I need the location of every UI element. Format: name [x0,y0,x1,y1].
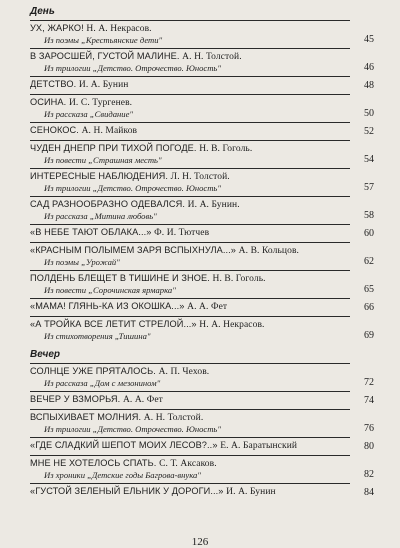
entry-author: И. А. Бунин [78,80,129,90]
toc-entry [30,363,374,388]
entry-heading [30,51,350,63]
entry-source: Из трилогии „Детство. Отрочество. Юность" [44,424,221,434]
entry-source: Из поэмы „Крестьянские дети" [44,35,163,45]
toc-entry [30,94,374,119]
entry-title: ПОЛДЕНЬ БЛЕЩЕТ В ТИШИНЕ И ЗНОЕ. [30,273,210,283]
entry-heading [30,458,350,470]
entry-title: САД РАЗНООБРАЗНО ОДЕВАЛСЯ. [30,199,186,209]
entry-source: Из рассказа „Митина любовь" [44,211,157,221]
entry-page-number: 50 [364,108,374,119]
entry-page-number: 48 [364,80,374,91]
entry-heading [30,301,350,313]
entry-title: ДЕТСТВО. [30,79,77,89]
entry-source: Из рассказа „Свидание" [44,109,133,119]
entry-author: С. Т. Аксаков. [159,459,217,469]
entry-heading [30,366,350,378]
entry-page-number: 57 [364,182,374,193]
entry-source: Из трилогии „Детство. Отрочество. Юность" [44,183,221,193]
entry-heading [30,171,350,183]
entry-title: «В НЕБЕ ТАЮТ ОБЛАКА...» [30,227,152,237]
entry-page-number: 62 [364,256,374,267]
toc-entry [30,242,374,267]
entry-title: СЕНОКОС. [30,125,79,135]
entry-author: Ф. И. Тютчев [154,228,210,238]
entry-author: А. В. Кольцов. [238,246,300,256]
entry-title: «ГУСТОЙ ЗЕЛЕНЫЙ ЕЛЬНИК У ДОРОГИ...» [30,486,224,496]
entry-author: Е. А. Баратынский [220,441,298,451]
section-heading: День [30,6,55,17]
entry-divider [30,455,350,456]
entry-author: Л. Н. Толстой. [170,172,230,182]
toc-entry [30,76,374,91]
toc-entry [30,455,374,480]
entry-page-number: 65 [364,284,374,295]
table-of-contents [30,6,374,501]
entry-heading [30,199,350,211]
entry-divider [30,483,350,484]
entry-title: ВСПЫХИВАЕТ МОЛНИЯ. [30,412,142,422]
entry-divider [30,168,350,169]
entry-source: Из поэмы „Урожай" [44,257,120,267]
entry-divider [30,76,350,77]
entry-heading [30,125,350,137]
entry-divider [30,48,350,49]
entry-author: И. А. Бунин. [187,200,240,210]
entry-heading [30,227,350,239]
entry-heading [30,273,350,285]
entry-source: Из трилогии „Детство. Отрочество. Юность" [44,63,221,73]
entry-heading [30,394,350,406]
toc-entry [30,196,374,221]
entry-title: ОСИНА. [30,97,67,107]
entry-page-number: 54 [364,154,374,165]
entry-divider [30,391,350,392]
entry-title: «ГДЕ СЛАДКИЙ ШЕПОТ МОИХ ЛЕСОВ?..» [30,440,218,450]
entry-author: А. Н. Толстой. [182,52,242,62]
entry-heading [30,79,350,91]
entry-divider [30,298,350,299]
toc-entry [30,437,374,452]
entry-divider [30,224,350,225]
entry-author: Н. А. Некрасов. [86,24,152,34]
toc-entry [30,270,374,295]
toc-entry [30,122,374,137]
entry-divider [30,316,350,317]
entry-author: А. А. Фет [122,395,163,405]
entry-divider [30,196,350,197]
entry-author: А. Н. Майков [81,126,138,136]
entry-heading [30,143,350,155]
entry-heading [30,412,350,424]
entry-title: ЧУДЕН ДНЕПР ПРИ ТИХОЙ ПОГОДЕ. [30,143,197,153]
entry-page-number: 84 [364,487,374,498]
entry-heading [30,440,350,452]
entry-author: А. П. Чехов. [158,367,210,377]
entry-divider [30,437,350,438]
entry-page-number: 45 [364,34,374,45]
toc-entry [30,391,374,406]
entry-author: Н. В. Гоголь. [199,144,253,154]
entry-author: А. А. Фет [187,302,228,312]
entry-page-number: 74 [364,395,374,406]
toc-entry [30,140,374,165]
toc-entry [30,224,374,239]
entry-page-number: 69 [364,330,374,341]
entry-title: УХ, ЖАРКО! [30,23,84,33]
section-heading: Вечер [30,349,61,360]
entry-source: Из повести „Сорочинская ярмарка" [44,285,176,295]
entry-heading [30,245,350,257]
entry-page-number: 76 [364,423,374,434]
toc-entry [30,20,374,45]
entry-divider [30,94,350,95]
toc-entry [30,483,374,498]
entry-title: ВЕЧЕР У ВЗМОРЬЯ. [30,394,121,404]
entry-source: Из хроники „Детские годы Багрова-внука" [44,470,201,480]
toc-entry [30,48,374,73]
entry-author: И. А. Бунин [226,487,276,497]
entry-title: СОЛНЦЕ УЖЕ ПРЯТАЛОСЬ. [30,366,156,376]
entry-title: В ЗАРОСШЕЙ, ГУСТОЙ МАЛИНЕ. [30,51,180,61]
entry-heading [30,319,350,331]
entry-author: А. Н. Толстой. [143,413,204,423]
entry-page-number: 82 [364,469,374,480]
entry-title: «А ТРОЙКА ВСЕ ЛЕТИТ СТРЕЛОЙ...» [30,319,197,329]
entry-divider [30,140,350,141]
toc-entry [30,298,374,313]
entry-page-number: 46 [364,62,374,73]
entry-title: МНЕ НЕ ХОТЕЛОСЬ СПАТЬ. [30,458,157,468]
entry-heading [30,97,350,109]
entry-source: Из рассказа „Дом с мезонином" [44,378,161,388]
entry-author: Н. А. Некрасов. [199,320,265,330]
entry-source: Из стихотворения „Тишина" [44,331,151,341]
entry-page-number: 60 [364,228,374,239]
entry-title: «МАМА! ГЛЯНЬ-КА ИЗ ОКОШКА...» [30,301,185,311]
entry-divider [30,363,350,364]
entry-page-number: 52 [364,126,374,137]
entry-heading [30,23,350,35]
toc-entry [30,409,374,434]
entry-divider [30,409,350,410]
entry-divider [30,270,350,271]
page-number: 126 [191,536,209,548]
entry-page-number: 72 [364,377,374,388]
entry-title: «КРАСНЫМ ПОЛЫМЕМ ЗАРЯ ВСПЫХНУЛА...» [30,245,237,255]
entry-divider [30,242,350,243]
entry-divider [30,20,350,21]
entry-author: И. С. Тургенев. [68,98,133,108]
entry-divider [30,122,350,123]
toc-entry [30,316,374,341]
entry-author: Н. В. Гоголь. [212,274,266,284]
entry-source: Из повести „Страшная месть" [44,155,162,165]
entry-page-number: 80 [364,441,374,452]
entry-page-number: 66 [364,302,374,313]
entry-page-number: 58 [364,210,374,221]
entry-heading [30,486,350,498]
entry-title: ИНТЕРЕСНЫЕ НАБЛЮДЕНИЯ. [30,171,168,181]
toc-entry [30,168,374,193]
